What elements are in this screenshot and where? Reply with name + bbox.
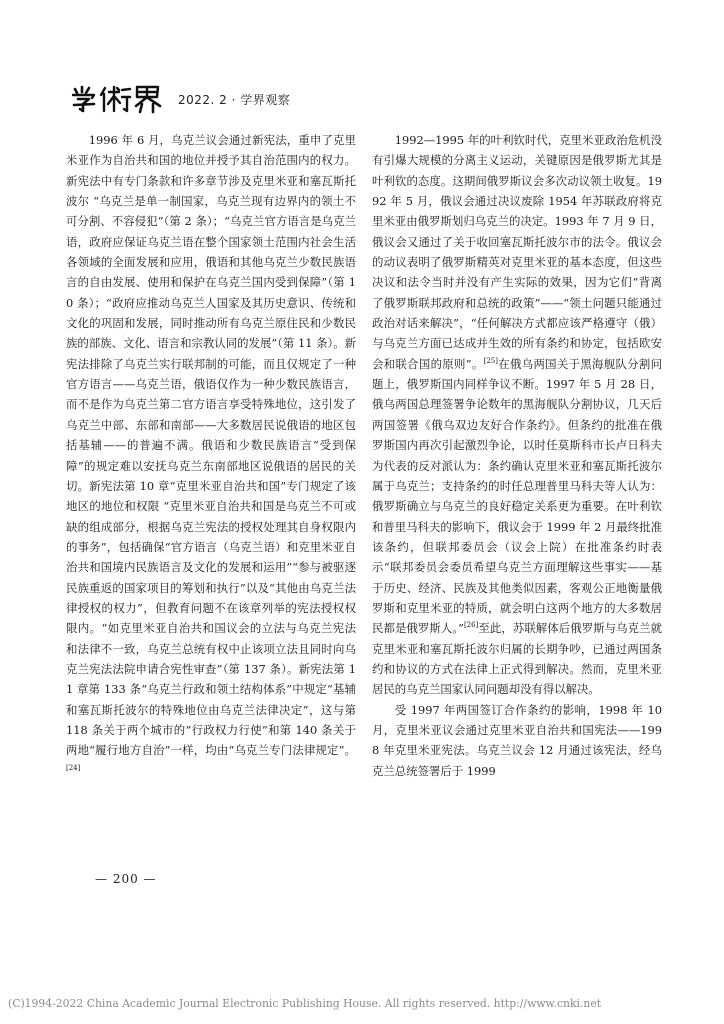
paragraph-text: 1996 年 6 月，乌克兰议会通过新宪法，重申了克里米亚作为自治共和国的地位并授予其自治范围内的权力。新宪法中有专门条款和许多章节涉及克里米亚和塞瓦斯托波尔 “乌克兰是单一制国家，乌克兰现有边界内的领土不可分割、不容侵犯”（第 2 条）；“乌克兰官方语言是乌克兰语，政府应保证乌克兰语在整个国家领土范围内社会生活各领域的全面发展和应用，俄语和其他乌克兰少数民族语言的自由发展、使用和保护在乌克兰国内受到保障”（第 10 条）；“政府应推动乌克兰人国家及其历史意识、传统和文化的巩固和发展，同时推动所有乌克兰原住民和少数民族的部族、文化、语言和宗教认同的发展”（第 11 条）。新宪法排除了乌克兰实行联邦制的可能，而且仅规定了一种官方语言——乌克兰语，俄语仅作为一种少数民族语言，而不是作为乌克兰第二官方语言享受特殊地位，这引发了乌克兰中部、东部和南部——大多数居民说俄语的地区包括基辅——的普遍不满。俄语和少数民族语言“受到保障”的规定难以安抚乌克兰东南部地区说俄语的居民的关切。新宪法第 10 章“克里米亚自治共和国”专门规定了该地区的地位和权限 “克里米亚自治共和国是乌克兰不可或缺的组成部分，根据乌克兰宪法的授权处理其自身权限内的事务”，包括确保“官方语言（乌克兰语）和克里米亚自治共和国境内民族语言及文化的发展和运用”“参与被驱逐民族重返的国家项目的筹划和执行”以及“其他由乌克兰法律授权的权力”，但教育问题不在该章列举的宪法授权权限内。“如克里米亚自治共和国议会的立法与乌克兰宪法和法律不一致，乌克兰总统有权中止该项立法且同时向乌克兰宪法法院申请合宪性审查”（第 137 条）。新宪法第 11 章第 133 条“乌克兰行政和领土结构体系”中规定“基辅和塞瓦斯托波尔的特殊地位由乌克兰法律决定”，这与第 118 条关于两个城市的“行政权力行使”和第 140 条关于两地“履行地方自治”一样，均由“乌克兰专门法律规定”。 xyxy=(66,133,356,758)
paragraph-1996-constitution xyxy=(66,130,356,781)
paragraph-1998-crimea-constitution: 受 1997 年两国签订合作条约的影响，1998 年 10 月，克里米亚议会通过克里米亚自治共和国宪法——1998 年克里米亚宪法。乌克兰议会 12 月通过该宪法，经乌克兰总统签署后于 1999 xyxy=(372,702,662,778)
paragraph-text: 在俄乌两国关于黑海舰队分割问题上，俄罗斯国内同样争议不断。1997 年 5 月 28 日，俄乌两国总理签署争论数年的黑海舰队分割协议，几天后两国签署《俄乌双边友好合作条约》。但条约的批准在俄罗斯国内再次引起激烈争论，以时任莫斯科市长卢日科夫为代表的反对派认为：条约确认克里米亚和塞瓦斯托波尔属于乌克兰；支持条约的时任总理普里马科夫等人认为：俄罗斯确立与乌克兰的良好稳定关系更为重要。在叶利钦和普里马科夫的影响下，俄议会于 1999 年 2 月最终批准该条约，但联邦委员会（议会上院）在批准条约时表示“联邦委员会委员希望乌克兰方面理解这些事实——基于历史、经济、民族及其他类似因素，客观公正地衡量俄罗斯和克里米亚的特质，就会明白这两个地方的大多数居民都是俄罗斯人。” xyxy=(372,356,662,636)
journal-header xyxy=(70,84,670,116)
paragraph-text: 至此，苏联解体后俄罗斯与乌克兰就克里米亚和塞瓦斯托波尔归属的长期争吵，已通过两国条约和协议的方式在法律上正式得到解决。然而，克里米亚居民的乌克兰国家认同问题却没有得以解决。 xyxy=(372,621,662,697)
citation-26: [26] xyxy=(463,621,479,630)
citation-25: [25] xyxy=(483,356,498,365)
paragraph-yeltsin-era xyxy=(372,130,662,700)
page-number: — 200 — xyxy=(95,872,157,886)
citation-24: [24] xyxy=(66,763,81,772)
issue-label: 2022. 2 · 学界观察 xyxy=(178,93,291,107)
right-column xyxy=(372,130,662,781)
copyright-notice: (C)1994-2022 China Academic Journal Electronic Publishing House. All rights reserved. http://www.cnki.net xyxy=(8,997,602,1010)
paragraph-text: 1992—1995 年的叶利钦时代，克里米亚政治危机没有引爆大规模的分离主义运动，关键原因是俄罗斯尤其是叶利钦的态度。这期间俄罗斯议会多次动议领土收复。1992 年 5 月，俄议会通过决议废除 1954 年苏联政府将克里米亚由俄罗斯划归乌克兰的决定。1993 年 7 月 9 日，俄议会又通过了关于收回塞瓦斯托波尔市的法令。俄议会的动议表明了俄罗斯精英对克里米亚的基本态度，但这些决议和法令当时并没有产生实际的效果，因为它们“背离了俄罗斯联邦政府和总统的政策”——“领土问题只能通过政治对话来解决”，“任何解决方式都应该严格遵守（俄）与乌克兰方面已达成并生效的所有条约和协定，包括欧安会和联合国的原则”。 xyxy=(372,133,662,371)
journal-logo xyxy=(70,84,166,114)
left-column xyxy=(66,130,356,781)
